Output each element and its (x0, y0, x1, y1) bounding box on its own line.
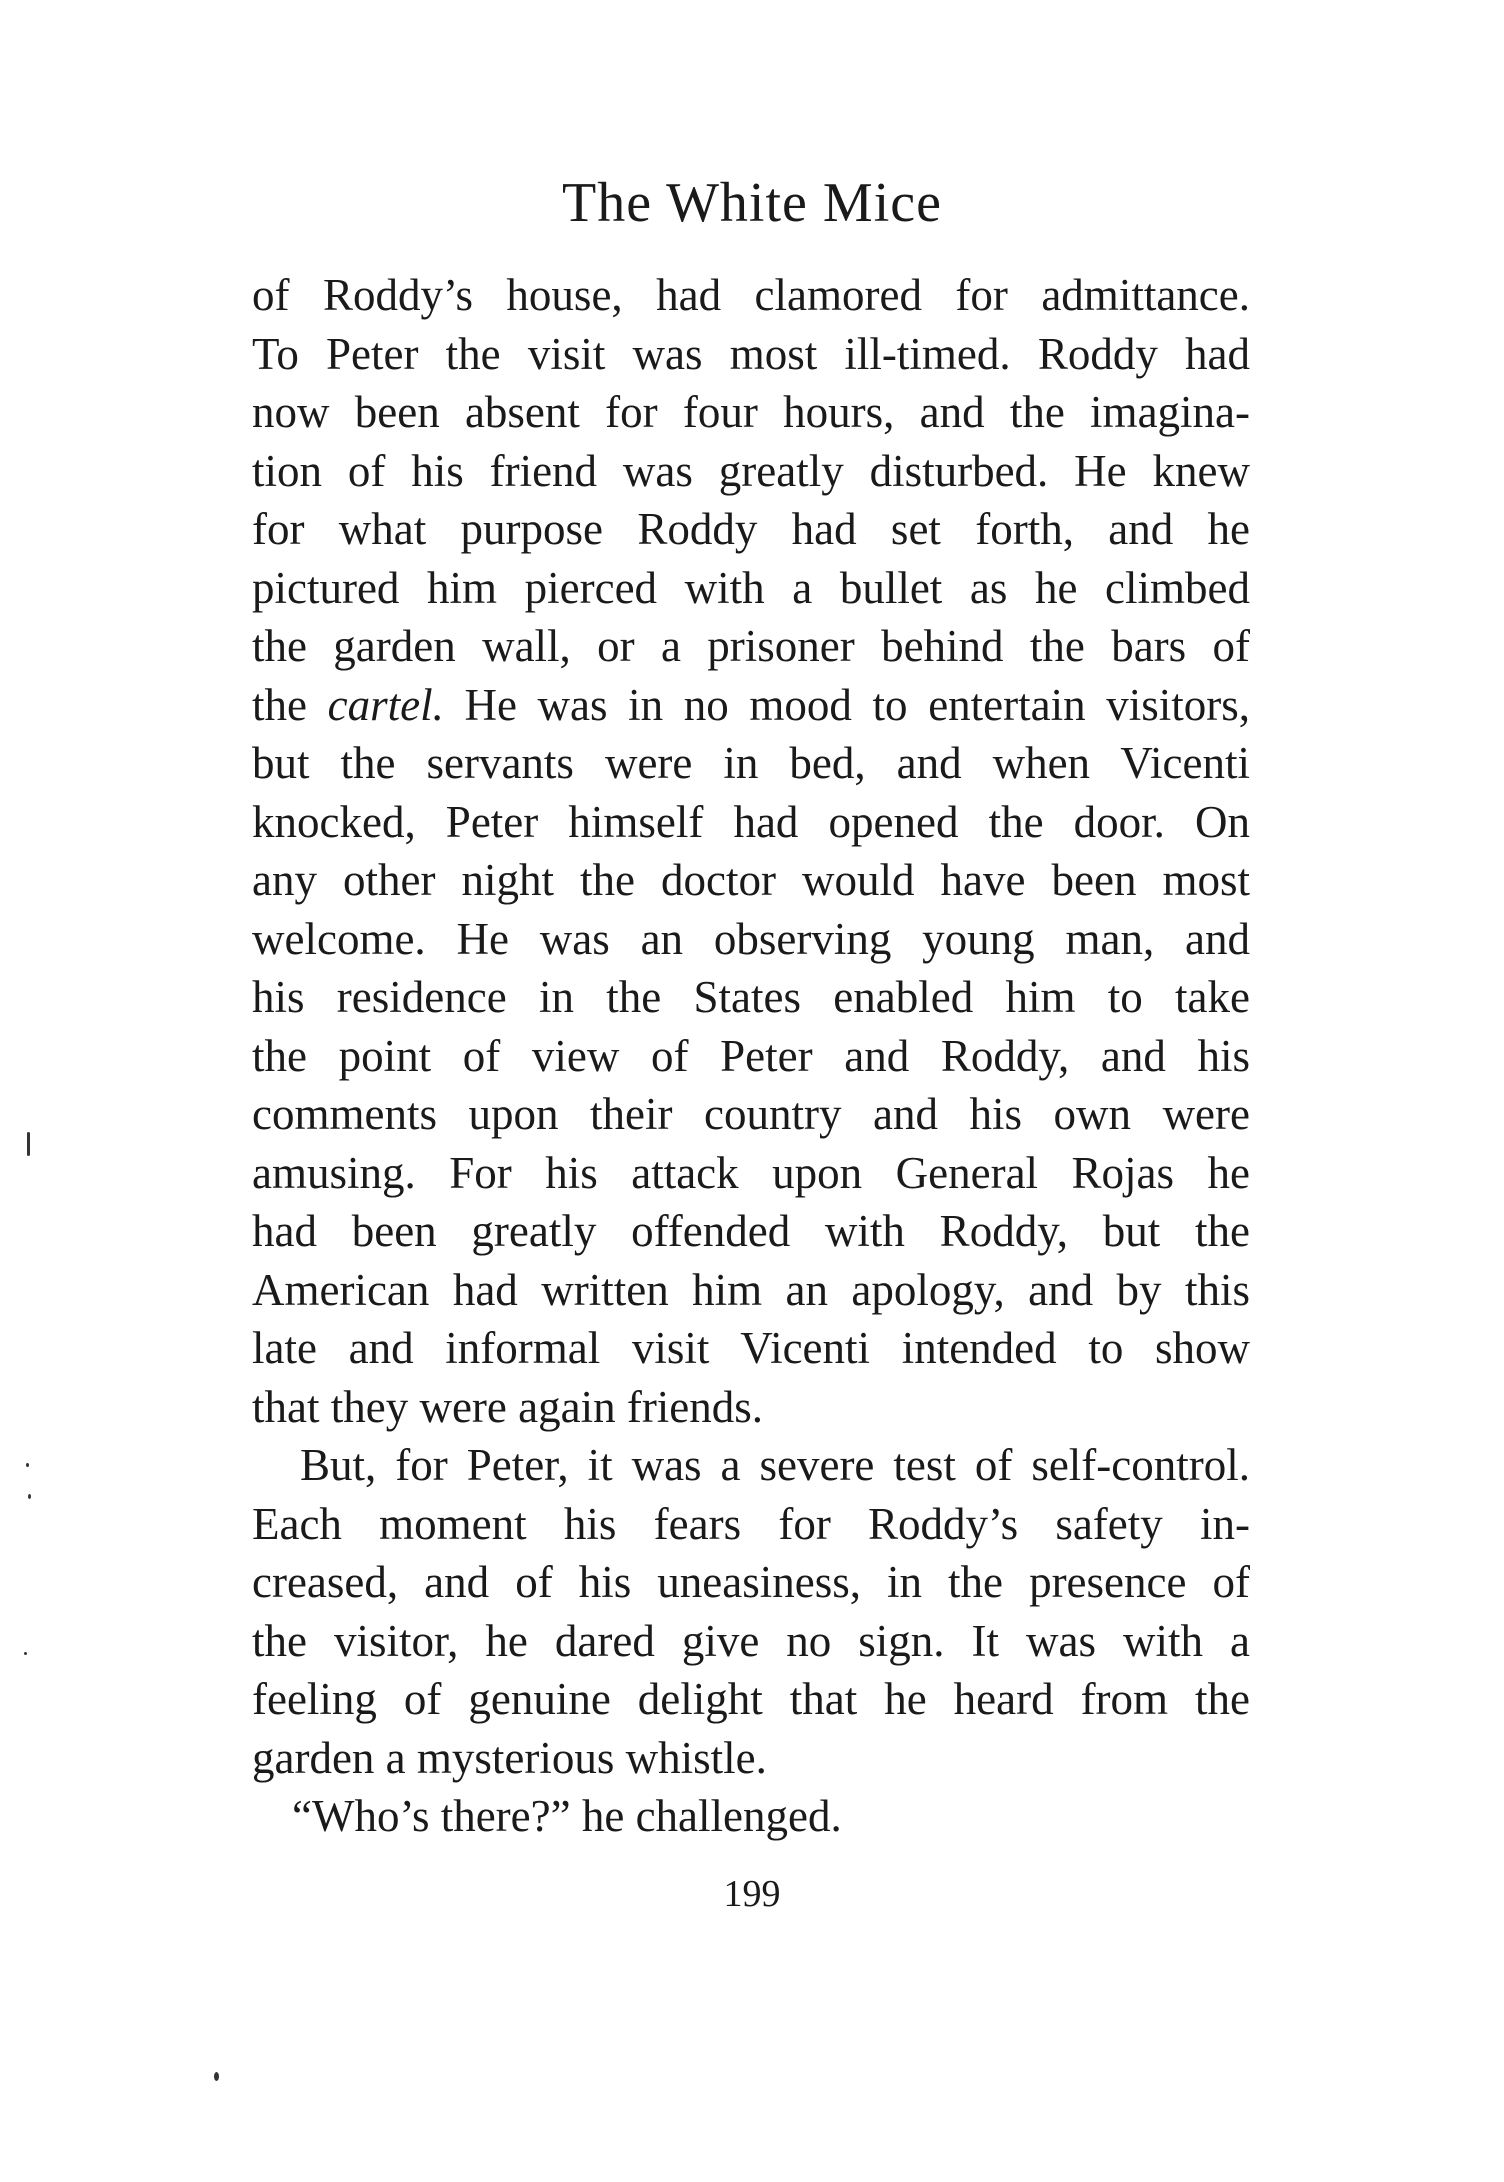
paragraph-1 (252, 266, 1250, 1436)
text-line: welcome. He was an observing young man, and (252, 913, 1250, 964)
page-number: 199 (723, 1873, 781, 1915)
scan-speck (24, 1652, 27, 1655)
text-line: the garden wall, or a prisoner behind the bars of (252, 621, 1250, 671)
scan-speck (27, 1132, 30, 1156)
text-line (252, 676, 1250, 735)
dialogue-line: “Who’s there?” he challenged. (292, 1791, 842, 1841)
text-line: American had written him an apology, and by this (252, 1264, 1250, 1315)
text-line: that they were again friends. (252, 1381, 764, 1432)
text-line: for what purpose Roddy had set forth, and he (252, 504, 1250, 554)
text-line: comments upon their country and his own were (252, 1089, 1250, 1139)
text-line: To Peter the visit was most ill-timed. Roddy had (252, 328, 1250, 379)
text-line: of Roddy’s house, had clamored for admittance. (252, 270, 1250, 320)
text-line: feeling of genuine delight that he heard from the (252, 1674, 1250, 1724)
text-line: garden a mysterious whistle. (252, 1732, 767, 1783)
text-line: the visitor, he dared give no sign. It was with a (252, 1615, 1250, 1666)
italic-word: cartel. (327, 679, 444, 730)
text-line: pictured him pierced with a bullet as he climbed (252, 562, 1250, 613)
text-line: But, for Peter, it was a severe test of self-control. (300, 1440, 1250, 1490)
text-line: creased, and of his uneasiness, in the presence of (252, 1557, 1250, 1607)
text-line: now been absent for four hours, and the imagina- (252, 387, 1250, 437)
scan-speck (28, 1494, 31, 1499)
scan-speck (26, 1463, 29, 1467)
body-text (252, 266, 1250, 1846)
text-line: amusing. For his attack upon General Rojas he (252, 1147, 1250, 1198)
text-line: late and informal visit Vicenti intended to show (252, 1323, 1250, 1373)
text-line: the point of view of Peter and Roddy, and his (252, 1030, 1250, 1081)
text-line: his residence in the States enabled him to take (252, 972, 1250, 1022)
paragraph-2 (252, 1436, 1250, 1787)
text-line: any other night the doctor would have been most (252, 855, 1250, 905)
paragraph-3 (252, 1787, 1250, 1846)
text-fragment: the (252, 679, 328, 730)
running-head: The White Mice (562, 172, 942, 234)
text-line: Each moment his fears for Roddy’s safety in- (252, 1498, 1250, 1549)
text-line: knocked, Peter himself had opened the door. On (252, 796, 1250, 847)
text-line: but the servants were in bed, and when Vicenti (252, 738, 1250, 788)
text-fragment: He was in no mood to entertain visitors, (443, 679, 1250, 730)
text-line: tion of his friend was greatly disturbed. He knew (252, 445, 1250, 496)
text-line: had been greatly offended with Roddy, but the (252, 1206, 1250, 1256)
scan-speck (214, 2072, 219, 2081)
